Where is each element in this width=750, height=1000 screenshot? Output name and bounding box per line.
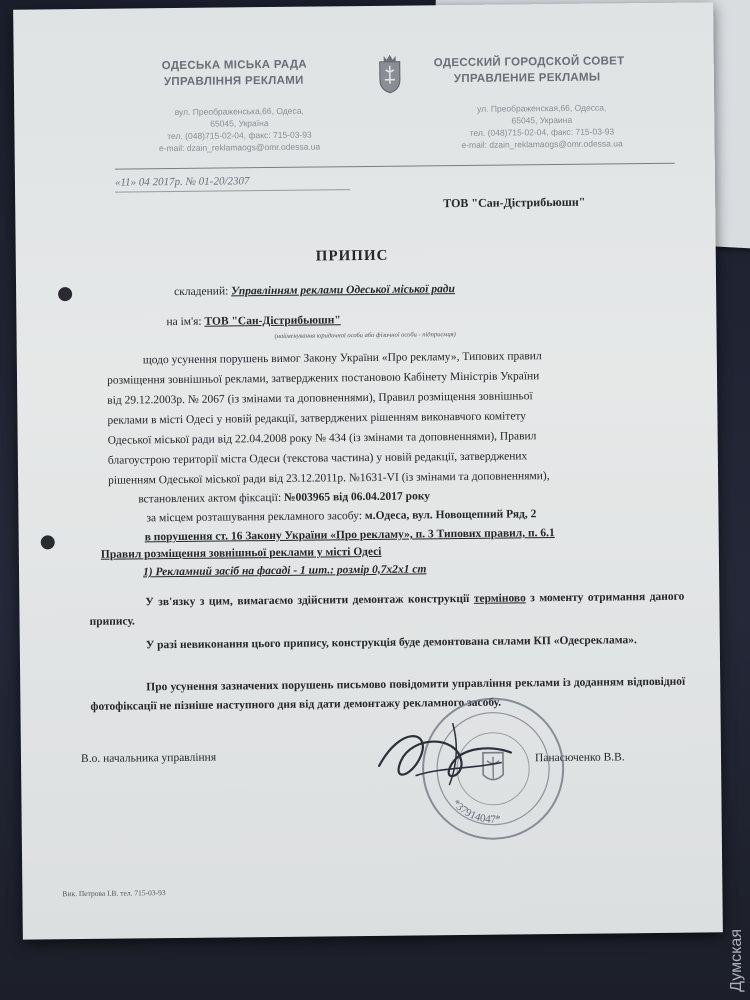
consequence-paragraph: У разі невиконання цього припису, конструкція буде демонтована силами КП «Одесреклама». bbox=[145, 634, 637, 652]
advertising-item: 1) Рекламний засіб на фасаді - 1 шт.: розмір 0,7х2х1 ст bbox=[142, 563, 427, 579]
name-row bbox=[166, 314, 340, 328]
composed-label: складений: bbox=[174, 285, 229, 299]
header-left-address bbox=[124, 104, 354, 154]
name-hint: (найменування юридичної особи або фізичної особи - підприємця) bbox=[274, 331, 456, 340]
body-line-7: рішенням Одеської міської ради від 23.12.2011р. №1631-VI (із змінами та доповненнями), bbox=[108, 470, 550, 487]
body-line-1: щодо усунення порушень вимог Закону України «Про рекламу», Типових правил bbox=[142, 350, 542, 367]
act-row bbox=[138, 490, 430, 505]
right-address-email: e-mail: dzain_reklamaogs@omr.odessa.ua bbox=[461, 138, 623, 151]
place-label: за місцем розташування рекламного засобу: bbox=[146, 510, 363, 525]
stamp-code-path: *37914047* bbox=[449, 797, 502, 826]
left-address-phone: тел. (048)715-02-04, факс: 715-03-93 bbox=[167, 129, 312, 142]
watermark: Думская bbox=[728, 929, 745, 992]
place-value: м.Одеса, вул. Новощепний Ряд, 2 bbox=[364, 508, 537, 523]
right-address-postal: 65045, Украина bbox=[511, 114, 573, 126]
requirement-paragraph bbox=[89, 588, 684, 631]
composed-row bbox=[174, 283, 455, 298]
act-label: встановлених актом фіксації: bbox=[138, 491, 282, 506]
outgoing-number: «11» 04 2017р. № 01-20/2307 bbox=[114, 175, 250, 189]
body-line-5: Одеської міської ради від 22.04.2008 року № 434 (із змінами та доповненнями), Правил bbox=[107, 430, 537, 447]
header-right-line2: УПРАВЛЕНИЕ РЕКЛАМЫ bbox=[453, 71, 601, 86]
handwritten-signature-icon bbox=[360, 704, 531, 796]
header-left-line2: УПРАВЛІННЯ РЕКЛАМИ bbox=[163, 74, 304, 89]
recipient: ТОВ "Сан-Дістрибьюшн" bbox=[443, 194, 586, 211]
violation-line-2: Правил розміщення зовнішньої реклами у місті Одесі bbox=[100, 545, 382, 561]
right-address-street: ул. Преображенская,66, Одесса, bbox=[477, 102, 607, 114]
right-address-phone: тел. (048)715-02-04, факс: 715-03-93 bbox=[469, 126, 615, 138]
header-right-line1: ОДЕССКИЙ ГОРОДСКОЙ СОВЕТ bbox=[433, 55, 625, 70]
body-line-2: розміщення зовнішньої реклами, затверджених постановою Кабінету Міністрів України bbox=[106, 370, 540, 387]
left-address-email: e-mail: dzain_reklamaogs@omr.odessa.ua bbox=[158, 141, 321, 154]
left-address-street: вул. Преображенська,66, Одеса, bbox=[174, 105, 304, 118]
odesa-coat-of-arms-icon bbox=[376, 54, 404, 94]
executor-footer: Вик. Петрова І.В. тел. 715-03-93 bbox=[62, 888, 166, 899]
document-title: ПРИПИС bbox=[315, 247, 389, 265]
signer-name: Панасюченко В.В. bbox=[534, 751, 625, 765]
header-divider bbox=[115, 163, 675, 170]
body-line-6: благоустрою території міста Одеси (текстова частина) у новій редакції, затверджених bbox=[107, 450, 528, 467]
composed-by: Управлінням реклами Одеської міської ради bbox=[231, 283, 455, 298]
body-line-4: реклами в місті Одесі у новій редакції, затверджених рішенням виконавчого комітету bbox=[107, 410, 527, 427]
document-page bbox=[13, 2, 723, 939]
reporting-paragraph: Про усунення зазначених порушень письмово повідомити управління реклами із доданням відповідної фотофіксації не пізніше наступного дня від дати демонтажу рекламного засобу. bbox=[90, 675, 686, 713]
stamp-code bbox=[450, 797, 502, 826]
name-value: ТОВ "Сан-Дістрибьюшн" bbox=[204, 314, 341, 328]
header-right-address bbox=[424, 101, 659, 151]
place-row bbox=[146, 508, 536, 524]
outgoing-number-underline bbox=[115, 189, 350, 192]
signer-position: В.о. начальника управління bbox=[80, 751, 217, 766]
urgent-word: терміново bbox=[473, 592, 526, 605]
left-address-postal: 65045, Україна bbox=[210, 118, 269, 129]
act-value: №003965 від 06.04.2017 року bbox=[283, 490, 431, 504]
name-label: на ім'я: bbox=[166, 315, 202, 329]
requirement-text: У зв'язку з цим, вимагаємо здійснити демонтаж конструкції терміново з моменту отримання даного припису. bbox=[89, 590, 685, 628]
punch-hole-top bbox=[58, 287, 72, 301]
punch-hole-bottom bbox=[41, 535, 55, 549]
header-left-line1: ОДЕСЬКА МІСЬКА РАДА bbox=[161, 58, 308, 73]
body-line-3: від 29.12.2003р. № 2067 (із змінами та доповненнями), Правил розміщення зовнішньої bbox=[107, 390, 533, 407]
violation-line-1: в порушення ст. 16 Закону України «Про рекламу», п. 3 Типових правил, п. 6.1 bbox=[144, 527, 555, 544]
